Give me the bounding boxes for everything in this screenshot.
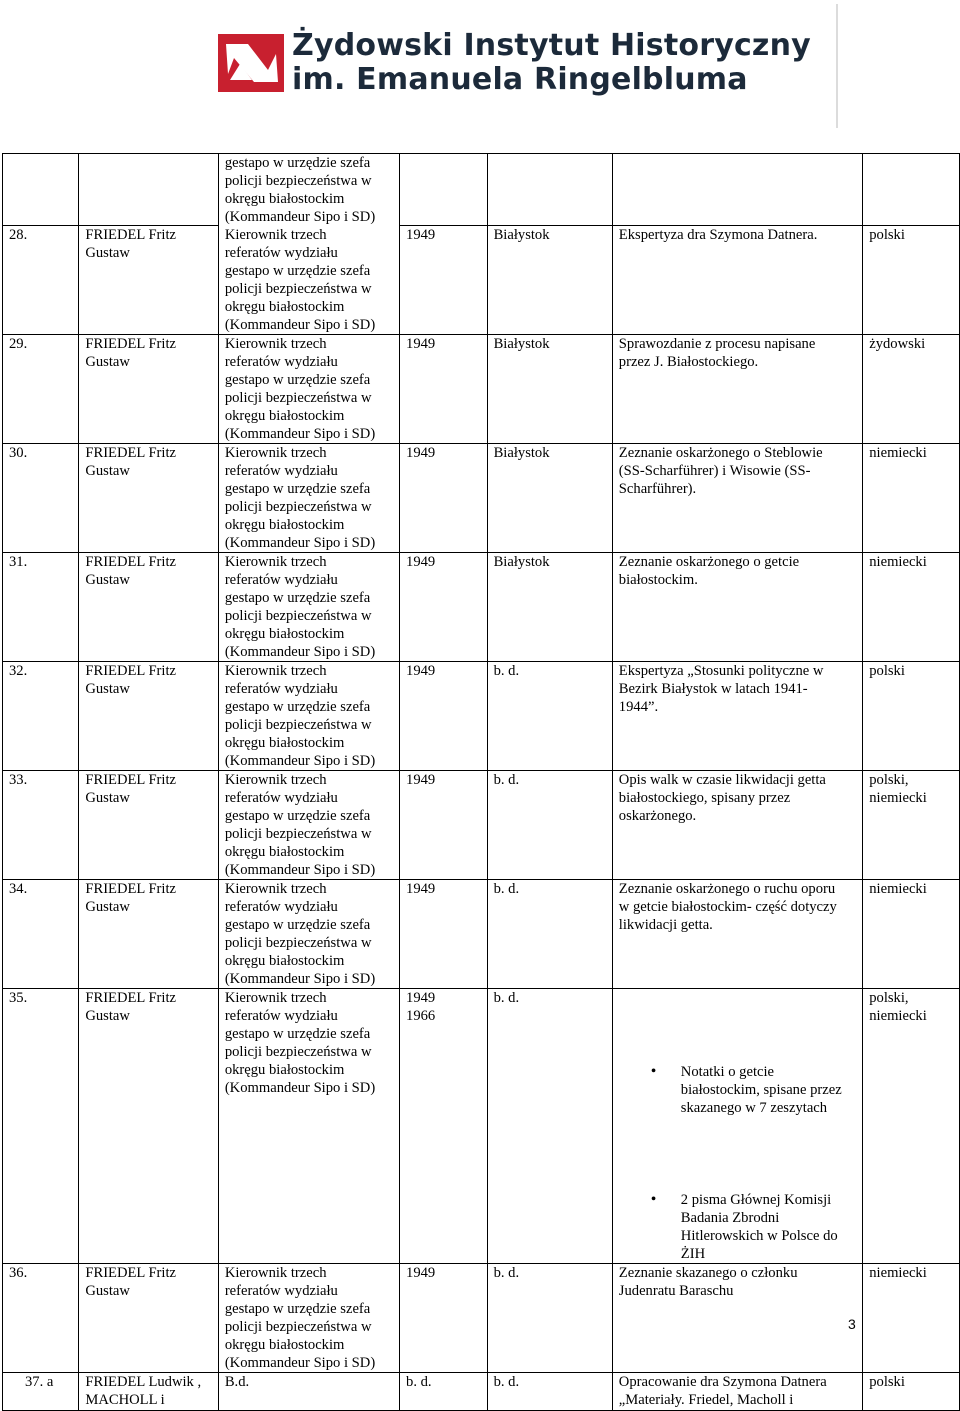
page-number: 3 [848, 1316, 856, 1332]
row-number: 34. [9, 881, 28, 897]
row-name: FRIEDEL Fritz Gustaw [85, 227, 177, 262]
row-name: FRIEDEL Fritz Gustaw [85, 554, 177, 588]
table-row [3, 662, 960, 771]
row-name: FRIEDEL Fritz Gustaw [85, 445, 177, 479]
row-language: niemiecki [869, 554, 927, 570]
row-year: b. d. [406, 1374, 432, 1390]
table-row [3, 880, 960, 989]
cell-number [3, 154, 79, 226]
row-description: Zeznanie skazanego o członku Judenratu Baraschu [618, 1265, 798, 1299]
row-description: Sprawozdanie z procesu napisane przez J. Białostockiego. [618, 336, 816, 370]
table-row [3, 444, 960, 553]
row-description: Opracowanie dra Szymona Datnera „Materiały. Friedel, Macholl i [618, 1374, 827, 1408]
row-description: Opis walk w czasie likwidacji getta białostockiego, spisany przez oskarżonego. [618, 772, 826, 824]
row-number: 36. [9, 1265, 28, 1281]
list-item: • Notatki o getcie białostockim, spisane przez skazanego w 7 zeszytach [681, 1063, 856, 1117]
function-text: gestapo w urzędzie szefa policji bezpieczeństwa w okręgu białostockim (Kommandeur Sipo i SD) [224, 155, 376, 225]
row-name: FRIEDEL Fritz Gustaw [85, 1265, 177, 1299]
table-row [3, 335, 960, 444]
row-number: 30. [9, 445, 28, 461]
row-language: żydowski [869, 336, 926, 352]
cell-name [79, 154, 218, 226]
row-place: Białystok [493, 445, 550, 461]
row-language: niemiecki [869, 1265, 927, 1281]
cell-year [400, 154, 488, 226]
row-place: b. d. [493, 772, 520, 788]
row-year: 1949 [406, 663, 436, 679]
row-year: 1949 [406, 445, 436, 461]
row-number: 31. [9, 554, 28, 570]
institute-logo-icon [218, 34, 284, 92]
row-description: Ekspertyza dra Szymona Datnera. [618, 227, 818, 244]
notes-list [619, 1063, 856, 1263]
row-function: Kierownik trzech referatów wydziału gestapo w urzędzie szefa policji bezpieczeństwa w okręgu białostockim (Kommandeur Sipo i SD) [224, 772, 376, 878]
row-number: 29. [9, 336, 28, 352]
row-place: Białystok [493, 336, 550, 352]
cell-place [487, 154, 612, 226]
row-place: b. d. [493, 1265, 520, 1281]
row-language: polski [869, 1374, 905, 1390]
row-year: 1949 [406, 554, 436, 570]
row-year: 1949 [406, 1265, 436, 1281]
row-year: 1949 [406, 336, 436, 352]
row-description: Ekspertyza „Stosunki polityczne w Bezirk Białystok w latach 1941- 1944”. [618, 663, 824, 715]
row-number: 33. [9, 772, 28, 788]
row-year: 1949 [406, 772, 436, 788]
table-row [3, 154, 960, 226]
table-row [3, 771, 960, 880]
row-number: 35. [9, 990, 28, 1006]
row-place: Białystok [493, 227, 550, 244]
row-description: Zeznanie oskarżonego o Steblowie (SS-Scharführer) i Wisowie (SS- Scharführer). [618, 445, 823, 497]
cell-function [218, 154, 399, 335]
table-row [3, 226, 960, 335]
row-function: Kierownik trzech referatów wydziału gestapo w urzędzie szefa policji bezpieczeństwa w okręgu białostockim (Kommandeur Sipo i SD) [224, 445, 376, 551]
cell-language [863, 154, 960, 226]
row-description: Zeznanie oskarżonego o ruchu oporu w getcie białostockim- część dotyczy likwidacji getta. [618, 881, 837, 933]
row-name: FRIEDEL Fritz Gustaw [85, 336, 177, 370]
row-language: polski, niemiecki [869, 772, 927, 806]
row-name: FRIEDEL Fritz Gustaw [85, 772, 177, 806]
row-function: Kierownik trzech referatów wydziału gestapo w urzędzie szefa policji bezpieczeństwa w okręgu białostockim (Kommandeur Sipo i SD) [224, 1265, 376, 1371]
row-function: Kierownik trzech referatów wydziału gestapo w urzędzie szefa policji bezpieczeństwa w okręgu białostockim (Kommandeur Sipo i SD) [224, 663, 376, 769]
row-number: 37. a [25, 1374, 54, 1390]
row-function: Kierownik trzech referatów wydziału gestapo w urzędzie szefa policji bezpieczeństwa w okręgu białostockim (Kommandeur Sipo i SD) [224, 990, 376, 1096]
row-number: 28. [9, 227, 28, 244]
row-name: FRIEDEL Fritz Gustaw [85, 663, 177, 697]
row-language: polski, niemiecki [869, 990, 927, 1024]
row-function: B.d. [224, 1374, 250, 1390]
row-year: 1949 [406, 881, 436, 897]
row-language: niemiecki [869, 881, 927, 897]
row-place: b. d. [493, 1374, 520, 1390]
row-name: FRIEDEL Ludwik , MACHOLL i [85, 1374, 202, 1408]
row-place: b. d. [493, 881, 520, 897]
row-place: Białystok [493, 554, 550, 570]
page-header [0, 0, 960, 130]
row-language: niemiecki [869, 445, 927, 461]
row-year: 1949 1966 [406, 990, 436, 1024]
institute-name: Żydowski Instytut Historyczny [292, 28, 811, 63]
row-function: Kierownik trzech referatów wydziału gestapo w urzędzie szefa policji bezpieczeństwa w okręgu białostockim (Kommandeur Sipo i SD) [224, 554, 376, 660]
records-table [2, 153, 960, 1411]
row-function: Kierownik trzech referatów wydziału gestapo w urzędzie szefa policji bezpieczeństwa w okręgu białostockim (Kommandeur Sipo i SD) [224, 881, 376, 987]
row-language: polski [869, 227, 905, 244]
row-name: FRIEDEL Fritz Gustaw [85, 990, 177, 1024]
row-place: b. d. [493, 990, 520, 1006]
row-place: b. d. [493, 663, 520, 679]
row-description: Zeznanie oskarżonego o getcie białostockim. [618, 554, 800, 588]
institute-subname: im. Emanuela Ringelbluma [292, 62, 748, 97]
row-function: Kierownik trzech referatów wydziału gestapo w urzędzie szefa policji bezpieczeństwa w okręgu białostockim (Kommandeur Sipo i SD) [224, 336, 376, 442]
table-row [3, 1264, 960, 1373]
cell-description [612, 154, 862, 226]
table-row [3, 553, 960, 662]
header-divider [836, 4, 838, 128]
row-year: 1949 [406, 227, 436, 244]
row-language: polski [869, 663, 905, 679]
table-row [3, 1373, 960, 1411]
row-number: 32. [9, 663, 28, 679]
list-item: • 2 pisma Głównej Komisji Badania Zbrodni Hitlerowskich w Polsce do ŻIH [681, 1191, 856, 1263]
table-row [3, 989, 960, 1264]
row-name: FRIEDEL Fritz Gustaw [85, 881, 177, 915]
function-text: Kierownik trzech referatów wydziału gestapo w urzędzie szefa policji bezpieczeństwa w okręgu białostockim (Kommandeur Sipo i SD) [224, 227, 376, 333]
